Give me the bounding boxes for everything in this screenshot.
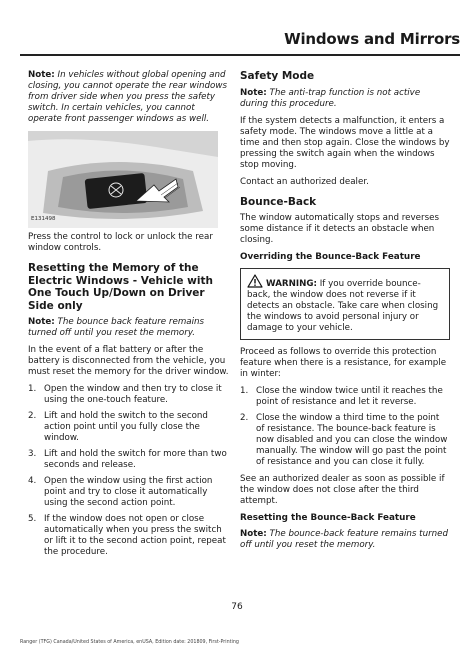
list-item <box>240 413 450 468</box>
contact-dealer-paragraph: Contact an authorized dealer. <box>240 176 369 187</box>
note-label: Note: <box>28 70 55 80</box>
bounce-back-paragraph: The window automatically stops and reverses some distance if it detects an obstacle when closing. <box>240 213 439 245</box>
step-text: Lift and hold the switch for more than two seconds and release. <box>44 449 227 470</box>
proceed-paragraph: Proceed as follows to override this protection feature when there is a resistance, for example in winter: <box>240 347 447 379</box>
step-text: Close the window a third time to the point of resistance. The bounce-back feature is now disabled and you can close the window manually. The window will go past the point of resistance and you can close it fully. <box>256 413 448 467</box>
list-item <box>28 449 230 471</box>
safety-mode-paragraph: If the system detects a malfunction, it enters a safety mode. The windows move a little at a time and then stop again. Close the windows by pressing the switch again when the windows stop moving. <box>240 115 450 170</box>
heading-bounce-back: Bounce-Back <box>240 195 317 208</box>
warning-box <box>240 268 450 340</box>
list-item <box>240 386 450 408</box>
header-rule <box>20 54 460 56</box>
step-text: If the window does not open or close automatically when you press the switch or lift it to the second action point, repeat the procedure. <box>44 514 226 557</box>
step-number: 5. <box>28 514 37 524</box>
note-text: The bounce-back feature remains turned off until you reset the memory. <box>240 529 449 550</box>
note-text: The bounce back feature remains turned off until you reset the memory. <box>28 317 205 338</box>
reset-steps-list <box>28 384 230 558</box>
warning-label: WARNING: <box>266 279 317 289</box>
note-label: Note: <box>240 87 267 98</box>
note-label: Note: <box>240 529 267 539</box>
step-number: 2. <box>240 413 249 423</box>
note-label: Note: <box>28 317 55 327</box>
list-item <box>28 514 230 558</box>
heading-safety-mode: Safety Mode <box>240 70 315 82</box>
heading-resetting-bounce-back: Resetting the Bounce-Back Feature <box>240 513 416 523</box>
figure-code: E131498 <box>31 216 56 222</box>
page-footer: Ranger (TFG) Canada/United States of America, enUSA, Edition date: 201809, First-Printing <box>20 640 239 645</box>
step-number: 1. <box>240 386 249 396</box>
list-item <box>28 476 230 509</box>
page-number: 76 <box>231 602 243 612</box>
left-column <box>28 70 230 564</box>
window-lock-switch-figure <box>28 131 218 228</box>
warning-triangle-icon <box>247 274 263 288</box>
warning-text: If you override bounce-back, the window does not reverse if it detects an obstacle. Take care when closing the windows to avoid personal injury or damage to your vehicle. <box>247 279 439 333</box>
note-text: In vehicles without global opening and closing, you cannot operate the rear windows from driver side when you press the safety switch. In certain vehicles, you cannot operate front passenger windows as well. <box>28 70 227 124</box>
right-column <box>240 70 450 557</box>
note-anti-trap <box>240 88 450 110</box>
step-text: Lift and hold the switch to the second action point until you fully close the window. <box>44 411 208 443</box>
list-item <box>28 384 230 406</box>
override-steps-list <box>240 386 450 468</box>
step-text: Open the window using the first action point and try to close it automatically using the second action point. <box>44 476 213 508</box>
note-bounce-back <box>28 317 230 339</box>
step-number: 4. <box>28 476 37 486</box>
step-number: 2. <box>28 411 37 421</box>
battery-paragraph: In the event of a flat battery or after the battery is disconnected from the vehicle, you must reset the memory for the driver window. <box>28 345 229 377</box>
step-number: 3. <box>28 449 37 459</box>
note-safety-switch <box>28 70 230 125</box>
step-number: 1. <box>28 384 37 394</box>
note-reset-memory <box>240 529 450 551</box>
heading-reset-memory: Resetting the Memory of the Electric Windows - Vehicle with One Touch Up/Down on Driver Side only <box>28 262 213 312</box>
step-text: Open the window and then try to close it using the one-touch feature. <box>44 384 222 405</box>
list-item <box>28 411 230 444</box>
window-lock-switch-illustration <box>28 131 218 228</box>
note-text: The anti-trap function is not active during this procedure. <box>240 87 421 109</box>
dealer-paragraph: See an authorized dealer as soon as possible if the window does not close after the third attempt. <box>240 474 445 506</box>
lock-instruction: Press the control to lock or unlock the rear window controls. <box>28 232 213 253</box>
step-text: Close the window twice until it reaches the point of resistance and let it reverse. <box>256 386 443 407</box>
page-header-title: Windows and Mirrors <box>284 30 460 48</box>
heading-overriding-bounce-back: Overriding the Bounce-Back Feature <box>240 252 421 262</box>
